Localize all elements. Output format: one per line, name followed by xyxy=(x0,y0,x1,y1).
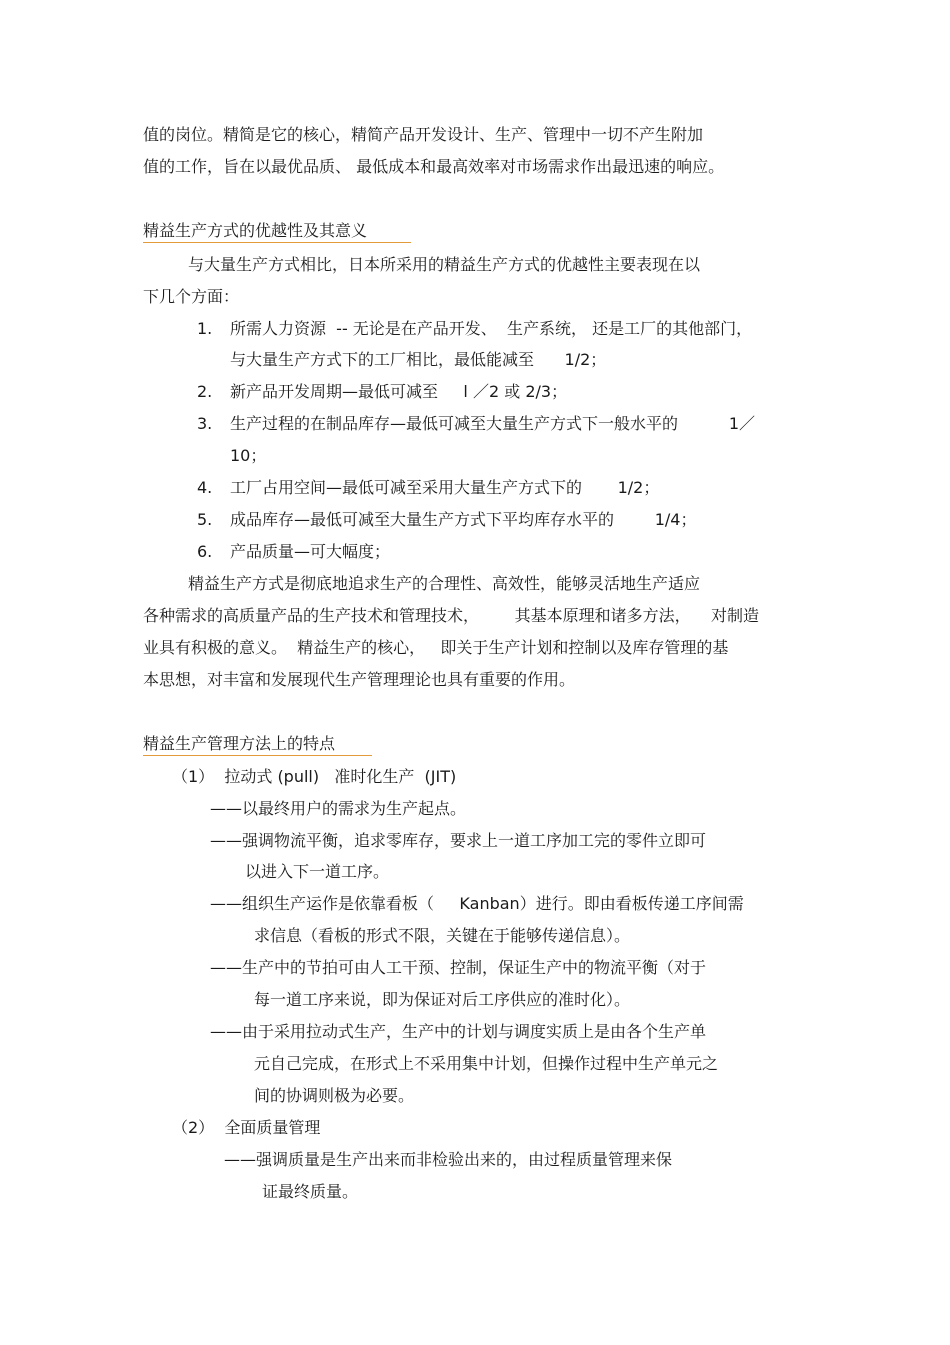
list-item-text: 成品库存—最低可减至大量生产方式下平均库存水平的 1/4； xyxy=(230,510,697,529)
section1-para-line-2: 各种需求的高质量产品的生产技术和管理技术， 其基本原理和诸多方法， 对制造 xyxy=(143,606,759,625)
section1-lead-line-2: 下几个方面： xyxy=(143,287,240,306)
bullet-line: ——强调质量是生产出来而非检验出来的，由过程质量管理来保 xyxy=(224,1150,673,1169)
subsection-label-tqm: （2） 全面质量管理 xyxy=(172,1118,321,1137)
list-item-text-cont: 与大量生产方式下的工厂相比，最低能减至 1/2； xyxy=(230,350,607,369)
bullet-line-cont: 以进入下一道工序。 xyxy=(245,862,390,881)
section-heading-methods: 精益生产管理方法上的特点 xyxy=(143,734,336,753)
subsection-label-pull-jit: （1） 拉动式 (pull) 准时化生产 (JIT) xyxy=(172,767,457,786)
list-item-text: 所需人力资源 -- 无论是在产品开发、 生产系统， 还是工厂的其他部门， xyxy=(230,319,753,338)
intro-line-2: 值的工作，旨在以最优品质、 最低成本和最高效率对市场需求作出最迅速的响应。 xyxy=(143,157,725,176)
bullet-line-cont: 间的协调则极为必要。 xyxy=(254,1086,415,1105)
list-item-text: 生产过程的在制品库存—最低可减至大量生产方式下一般水平的 1／ xyxy=(230,414,756,433)
heading-underline xyxy=(143,242,411,243)
bullet-line-cont: 证最终质量。 xyxy=(262,1182,359,1201)
section1-para-line-4: 本思想，对丰富和发展现代生产管理理论也具有重要的作用。 xyxy=(143,670,576,689)
bullet-line: ——生产中的节拍可由人工干预、控制，保证生产中的物流平衡（对于 xyxy=(210,958,707,977)
list-item-number: 2. xyxy=(197,382,213,401)
list-item-text: 新产品开发周期—最低可减至 l ／2 或 2/3； xyxy=(230,382,568,401)
list-item-text: 工厂占用空间—最低可减至采用大量生产方式下的 1/2； xyxy=(230,478,660,497)
section-heading-advantages: 精益生产方式的优越性及其意义 xyxy=(143,221,368,240)
list-item-number: 1. xyxy=(197,319,213,338)
bullet-line-cont: 元自己完成，在形式上不采用集中计划，但操作过程中生产单元之 xyxy=(254,1054,719,1073)
bullet-line: ——强调物流平衡，追求零库存，要求上一道工序加工完的零件立即可 xyxy=(210,831,707,850)
heading-underline xyxy=(143,755,372,756)
intro-line-1: 值的岗位。精简是它的核心，精简产品开发设计、生产、管理中一切不产生附加 xyxy=(143,125,704,144)
bullet-line: ——组织生产运作是依靠看板（ Kanban）进行。即由看板传递工序间需 xyxy=(210,894,744,913)
list-item-text: 产品质量—可大幅度； xyxy=(230,542,391,561)
bullet-line: ——由于采用拉动式生产，生产中的计划与调度实质上是由各个生产单 xyxy=(210,1022,707,1041)
list-item-number: 5. xyxy=(197,510,213,529)
list-item-text-cont: 10； xyxy=(230,446,267,465)
list-item-number: 4. xyxy=(197,478,213,497)
bullet-line: ——以最终用户的需求为生产起点。 xyxy=(210,799,467,818)
bullet-line-cont: 求信息（看板的形式不限，关键在于能够传递信息）。 xyxy=(254,926,631,945)
section1-para-line-3: 业具有积极的意义。 精益生产的核心， 即关于生产计划和控制以及库存管理的基 xyxy=(143,638,729,657)
bullet-line-cont: 每一道工序来说，即为保证对后工序供应的准时化）。 xyxy=(254,990,631,1009)
list-item-number: 6. xyxy=(197,542,213,561)
section1-lead-line-1: 与大量生产方式相比，日本所采用的精益生产方式的优越性主要表现在以 xyxy=(188,255,701,274)
section1-para-line-1: 精益生产方式是彻底地追求生产的合理性、高效性，能够灵活地生产适应 xyxy=(188,574,701,593)
list-item-number: 3. xyxy=(197,414,213,433)
